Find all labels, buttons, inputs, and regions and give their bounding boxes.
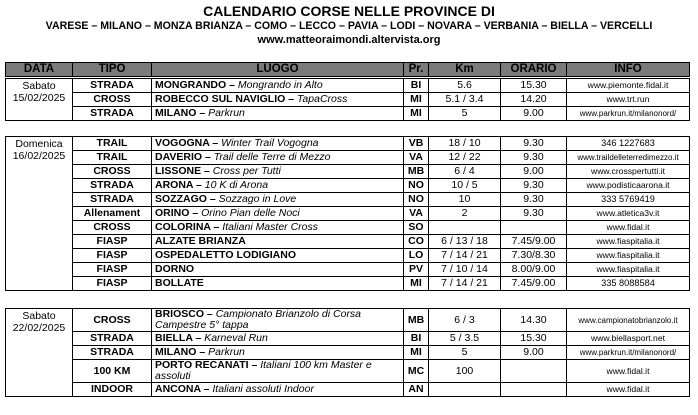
info-cell[interactable]: www.fiaspitalia.it xyxy=(567,263,690,277)
info-cell[interactable]: 335 8088584 xyxy=(567,277,690,291)
province-cell: BI xyxy=(404,332,429,346)
event-name: TapaCross xyxy=(296,93,348,105)
luogo-cell xyxy=(152,249,404,263)
province-cell: BI xyxy=(404,79,429,93)
event-name: Mongrando in Alto xyxy=(237,79,323,91)
separator: – xyxy=(226,79,238,91)
place-name: MILANO xyxy=(155,107,197,119)
km-cell: 7 / 14 / 21 xyxy=(429,277,501,291)
km-cell: 10 xyxy=(429,193,501,207)
province-cell: MI xyxy=(404,277,429,291)
col-orario: ORARIO xyxy=(501,63,567,77)
place-name: MONGRANDO xyxy=(155,79,227,91)
place-name: VOGOGNA xyxy=(155,137,210,149)
date-value: 22/02/2025 xyxy=(12,322,66,334)
col-tipo: TIPO xyxy=(73,63,152,77)
separator: – xyxy=(206,193,219,205)
table-row xyxy=(6,151,690,165)
tipo-cell: STRADA xyxy=(73,346,152,360)
luogo-cell xyxy=(152,179,404,193)
orario-cell: 9.30 xyxy=(501,207,567,221)
orario-cell: 7.45/9.00 xyxy=(501,235,567,249)
orario-cell: 9.00 xyxy=(501,346,567,360)
place-name: ANCONA xyxy=(155,383,201,395)
province-cell: VA xyxy=(404,151,429,165)
date-value: 15/02/2025 xyxy=(12,92,66,104)
luogo-cell xyxy=(152,165,404,179)
km-cell: 6 / 13 / 18 xyxy=(429,235,501,249)
province-cell: MI xyxy=(404,93,429,107)
col-pr: Pr. xyxy=(404,63,429,77)
separator: – xyxy=(193,179,205,191)
info-cell[interactable]: www.campionatobrianzolo.it xyxy=(567,309,690,332)
province-cell: CO xyxy=(404,235,429,249)
orario-cell: 14.20 xyxy=(501,93,567,107)
luogo-cell xyxy=(152,137,404,151)
date-cell xyxy=(6,79,73,121)
place-name: COLORINA xyxy=(155,221,211,233)
km-cell: 10 / 5 xyxy=(429,179,501,193)
table-row xyxy=(6,137,690,151)
km-cell: 7 / 10 / 14 xyxy=(429,263,501,277)
info-cell[interactable]: www.fidal.it xyxy=(567,383,690,397)
km-cell: 6 / 4 xyxy=(429,165,501,179)
page-title: CALENDARIO CORSE NELLE PROVINCE DI xyxy=(203,3,495,19)
provinces-list: VARESE – MILANO – MONZA BRIANZA – COMO – LECCO – PAVIA – LODI – NOVARA – VERBANIA – BIELLA – VERCELLI xyxy=(45,20,653,32)
tipo-cell: STRADA xyxy=(73,79,152,93)
tipo-cell: TRAIL xyxy=(73,137,152,151)
place-name: BRIOSCO xyxy=(155,308,205,320)
col-km: Km xyxy=(429,63,501,77)
table-row xyxy=(6,249,690,263)
table-row xyxy=(6,332,690,346)
km-cell: 5 / 3.5 xyxy=(429,332,501,346)
tipo-cell: CROSS xyxy=(73,309,152,332)
info-cell[interactable]: www.parkrun.it/milanonord/ xyxy=(567,346,690,360)
orario-cell: 9.30 xyxy=(501,137,567,151)
info-cell[interactable]: www.biellasport.net xyxy=(567,332,690,346)
info-cell[interactable]: www.parkrun.it/milanonord/ xyxy=(567,107,690,121)
event-name: 10 K di Arona xyxy=(204,179,269,191)
km-cell: 5 xyxy=(429,346,501,360)
tipo-cell: CROSS xyxy=(73,221,152,235)
orario-cell: 9.00 xyxy=(501,165,567,179)
km-cell: 7 / 14 / 21 xyxy=(429,249,501,263)
event-name: Italiani Master Cross xyxy=(222,221,318,233)
orario-cell: 15.30 xyxy=(501,79,567,93)
orario-cell: 15.30 xyxy=(501,332,567,346)
province-cell: MB xyxy=(404,309,429,332)
separator: – xyxy=(196,107,209,119)
separator: – xyxy=(209,137,222,149)
province-cell: PV xyxy=(404,263,429,277)
place-name: OSPEDALETTO LODIGIANO xyxy=(155,249,296,261)
km-cell: 5 xyxy=(429,107,501,121)
orario-cell: 9.00 xyxy=(501,107,567,121)
luogo-cell xyxy=(152,193,404,207)
date-cell xyxy=(6,309,73,397)
separator: – xyxy=(204,308,216,320)
event-name: Winter Trail Vogogna xyxy=(221,137,319,149)
province-cell: MC xyxy=(404,360,429,383)
separator: – xyxy=(202,151,214,163)
table-row xyxy=(6,179,690,193)
info-cell[interactable]: www.piemonte.fidal.it xyxy=(567,79,690,93)
tipo-cell: FIASP xyxy=(73,249,152,263)
orario-cell: 7.30/8.30 xyxy=(501,249,567,263)
info-cell[interactable]: www.fidal.it xyxy=(567,221,690,235)
luogo-cell xyxy=(152,235,404,249)
tipo-cell: CROSS xyxy=(73,93,152,107)
tipo-cell: TRAIL xyxy=(73,151,152,165)
orario-cell: 7.45/9.00 xyxy=(501,277,567,291)
info-cell[interactable]: www.atletica3v.it xyxy=(567,207,690,221)
event-name: Parkrun xyxy=(208,346,245,358)
event-name: Italiani 100 km Master e assoluti xyxy=(155,359,372,382)
col-info: INFO xyxy=(567,63,690,77)
orario-cell: 14.30 xyxy=(501,309,567,332)
province-cell: VA xyxy=(404,207,429,221)
info-cell[interactable]: 346 1227683 xyxy=(567,137,690,151)
km-cell xyxy=(429,221,501,235)
luogo-cell xyxy=(152,346,404,360)
province-cell: MI xyxy=(404,346,429,360)
place-name: ORINO xyxy=(155,207,190,219)
luogo-cell xyxy=(152,383,404,397)
date-day: Domenica xyxy=(15,138,63,150)
info-cell[interactable]: www.fidal.it xyxy=(567,360,690,383)
km-cell: 5.1 / 3.4 xyxy=(429,93,501,107)
tipo-cell: FIASP xyxy=(73,277,152,291)
tipo-cell: Allenament xyxy=(73,207,152,221)
place-name: MILANO xyxy=(155,346,197,358)
province-cell: MI xyxy=(404,107,429,121)
tipo-cell: FIASP xyxy=(73,263,152,277)
tipo-cell: 100 KM xyxy=(73,360,152,383)
event-name: Parkrun xyxy=(208,107,245,119)
section-16-02 xyxy=(5,136,690,291)
km-cell: 100 xyxy=(429,360,501,383)
place-name: PORTO RECANATI xyxy=(155,359,249,371)
km-cell: 18 / 10 xyxy=(429,137,501,151)
luogo-cell xyxy=(152,277,404,291)
place-name: BOLLATE xyxy=(155,277,204,289)
separator: – xyxy=(285,93,297,105)
info-cell[interactable]: 333 5769419 xyxy=(567,193,690,207)
place-name: LISSONE xyxy=(155,165,202,177)
luogo-cell xyxy=(152,360,404,383)
event-name: Orino Pian delle Noci xyxy=(201,207,300,219)
place-name: ARONA xyxy=(155,179,194,191)
orario-cell xyxy=(501,221,567,235)
place-name: DORNO xyxy=(155,263,195,275)
table-row xyxy=(6,207,690,221)
separator: – xyxy=(192,332,205,344)
event-name: Sozzago in Love xyxy=(218,193,297,205)
tipo-cell: INDOOR xyxy=(73,383,152,397)
tipo-cell: FIASP xyxy=(73,235,152,249)
info-cell[interactable]: www.traildelleterredimezzo.it xyxy=(567,151,690,165)
orario-cell: 8.00/9.00 xyxy=(501,263,567,277)
event-name: Campionato Brianzolo di Corsa Campestre 5° tappa xyxy=(155,308,362,331)
luogo-cell xyxy=(152,93,404,107)
orario-cell: 9.30 xyxy=(501,179,567,193)
table-row xyxy=(6,263,690,277)
tipo-cell: STRADA xyxy=(73,332,152,346)
province-cell: LO xyxy=(404,249,429,263)
separator: – xyxy=(248,359,261,371)
province-cell: NO xyxy=(404,193,429,207)
luogo-cell xyxy=(152,263,404,277)
tipo-cell: CROSS xyxy=(73,165,152,179)
place-name: ROBECCO SUL NAVIGLIO xyxy=(155,93,286,105)
orario-cell: 9.30 xyxy=(501,193,567,207)
km-cell xyxy=(429,383,501,397)
orario-cell xyxy=(501,360,567,383)
orario-cell: 9.30 xyxy=(501,151,567,165)
date-day: Sabato xyxy=(22,80,56,92)
place-name: SOZZAGO xyxy=(155,193,207,205)
info-cell[interactable]: www.fiaspitalia.it xyxy=(567,249,690,263)
luogo-cell xyxy=(152,309,404,332)
table-row xyxy=(6,107,690,121)
province-cell: AN xyxy=(404,383,429,397)
col-luogo: LUOGO xyxy=(152,63,404,77)
luogo-cell xyxy=(152,107,404,121)
luogo-cell xyxy=(152,151,404,165)
separator: – xyxy=(200,383,213,395)
luogo-cell xyxy=(152,207,404,221)
info-cell[interactable]: www.crosspertutti.it xyxy=(567,165,690,179)
table-row xyxy=(6,221,690,235)
table-row xyxy=(6,383,690,397)
table-row xyxy=(6,235,690,249)
event-name: Trail delle Terre di Mezzo xyxy=(213,151,331,163)
table-row xyxy=(6,277,690,291)
province-cell: SO xyxy=(404,221,429,235)
table-row xyxy=(6,360,690,383)
date-value: 16/02/2025 xyxy=(12,150,66,162)
luogo-cell xyxy=(152,221,404,235)
info-cell[interactable]: www.podisticaarona.it xyxy=(567,179,690,193)
tipo-cell: STRADA xyxy=(73,179,152,193)
date-day: Sabato xyxy=(22,310,56,322)
km-cell: 6 / 3 xyxy=(429,309,501,332)
km-cell: 12 / 22 xyxy=(429,151,501,165)
separator: – xyxy=(189,207,202,219)
separator: – xyxy=(210,221,223,233)
place-name: DAVERIO xyxy=(155,151,203,163)
km-cell: 2 xyxy=(429,207,501,221)
luogo-cell xyxy=(152,79,404,93)
place-name: BIELLA xyxy=(155,332,193,344)
separator: – xyxy=(196,346,209,358)
col-data: DATA xyxy=(6,63,73,77)
table-row xyxy=(6,346,690,360)
luogo-cell xyxy=(152,332,404,346)
section-15-02 xyxy=(5,78,690,121)
section-22-02 xyxy=(5,308,690,397)
separator: – xyxy=(201,165,213,177)
info-cell[interactable]: www.fiaspitalia.it xyxy=(567,235,690,249)
table-row xyxy=(6,79,690,93)
event-name: Italiani assoluti Indoor xyxy=(212,383,314,395)
website-link[interactable]: www.matteoraimondi.altervista.org xyxy=(257,34,441,46)
tipo-cell: STRADA xyxy=(73,193,152,207)
event-name: Cross per Tutti xyxy=(212,165,281,177)
event-name: Karneval Run xyxy=(204,332,268,344)
place-name: ALZATE BRIANZA xyxy=(155,235,246,247)
header-table xyxy=(5,62,690,77)
province-cell: MB xyxy=(404,165,429,179)
table-row xyxy=(6,165,690,179)
orario-cell xyxy=(501,383,567,397)
province-cell: VB xyxy=(404,137,429,151)
tipo-cell: STRADA xyxy=(73,107,152,121)
province-cell: NO xyxy=(404,179,429,193)
date-cell xyxy=(6,137,73,291)
info-cell[interactable]: www.trt.run xyxy=(567,93,690,107)
table-row xyxy=(6,309,690,332)
table-row xyxy=(6,193,690,207)
table-row xyxy=(6,93,690,107)
km-cell: 5.6 xyxy=(429,79,501,93)
